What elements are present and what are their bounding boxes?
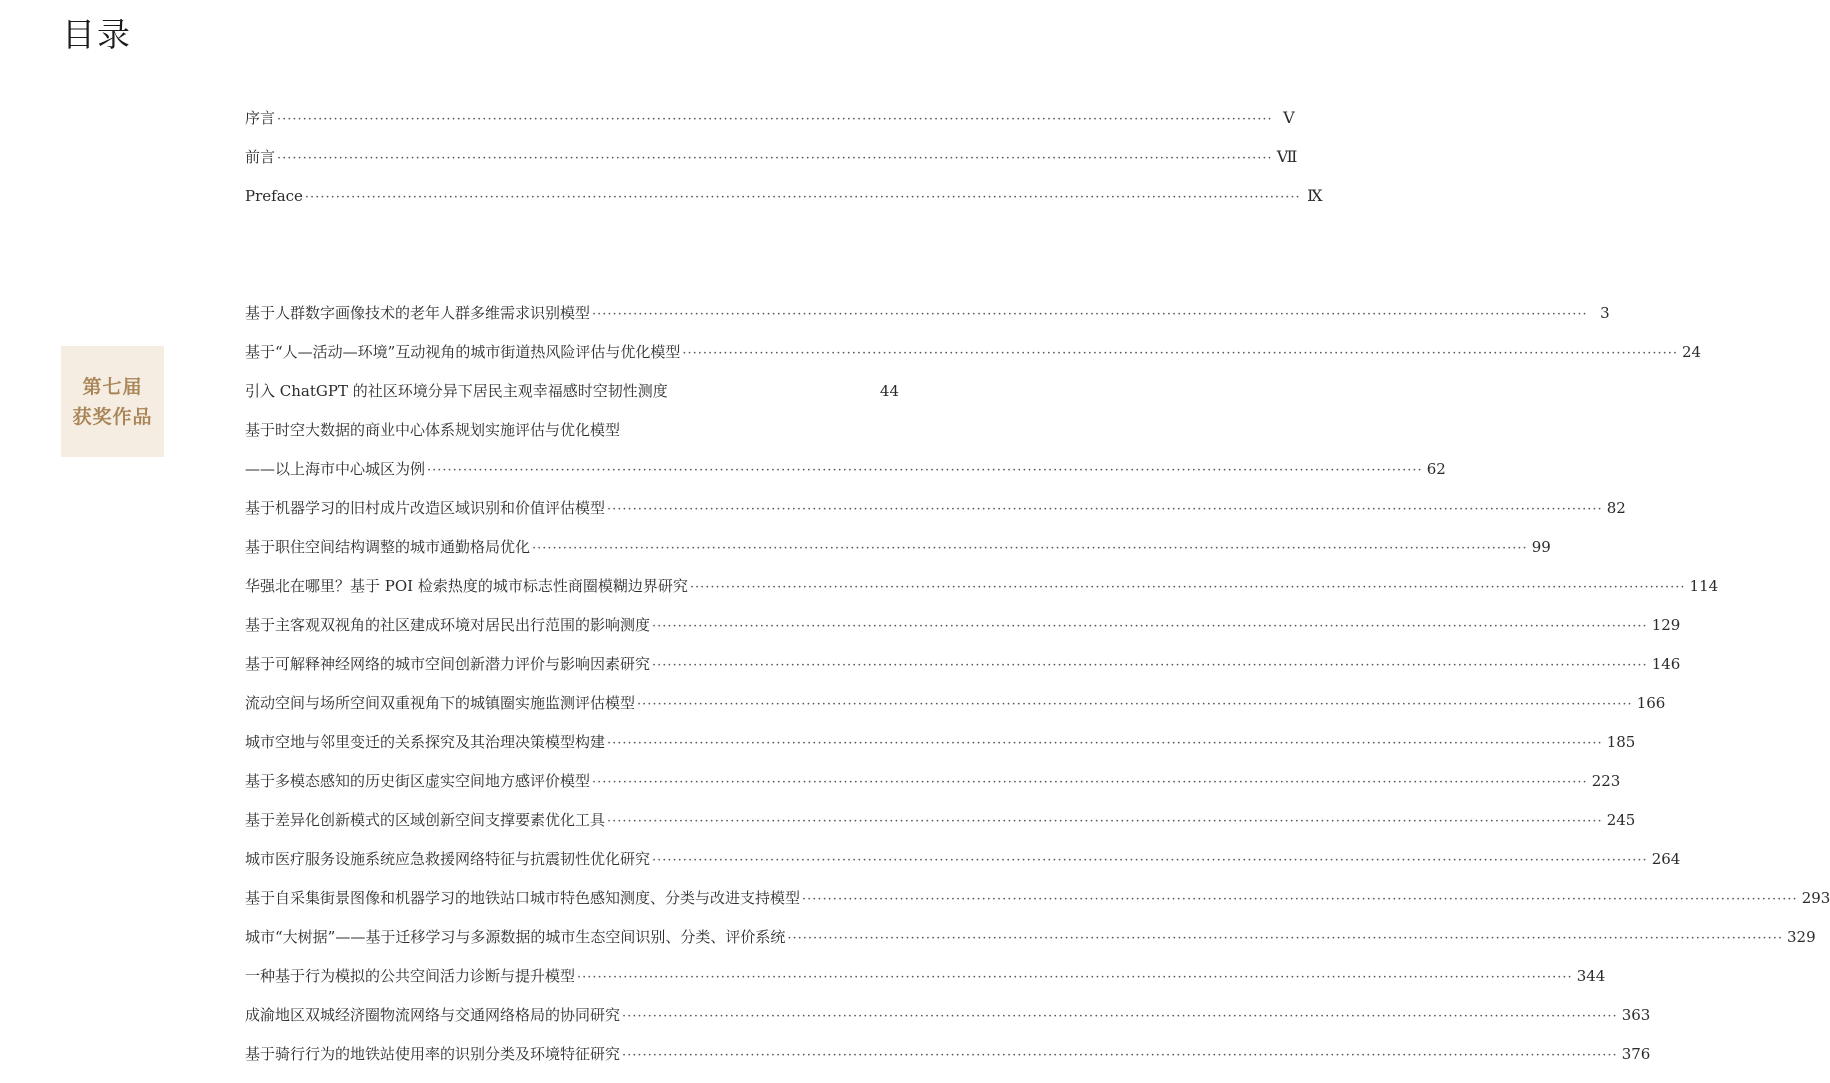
toc-entry[interactable] [245,961,1606,1000]
toc-entry-title: 城市医疗服务设施系统应急救援网络特征与抗震韧性优化研究 [245,850,651,868]
toc-entry-title: 城市“大树据”——基于迁移学习与多源数据的城市生态空间识别、分类、评价系统 [245,928,786,946]
toc-entry-page: 99 [1531,538,1551,556]
toc-entry-title: 基于“人—活动—环境”互动视角的城市街道热风险评估与优化模型 [245,343,681,361]
award-badge-line2: 获奖作品 [72,405,153,428]
toc-entry-title: 基于人群数字画像技术的老年人群多维需求识别模型 [245,304,591,322]
toc-entry-title: 基于主客观双视角的社区建成环境对居民出行范围的影响测度 [245,616,651,634]
award-badge-line1: 第七届 [82,375,143,398]
toc-entry-title: 华强北在哪里？基于 POI 检索热度的城市标志性商圈模糊边界研究 [245,577,688,595]
toc-entry[interactable] [245,1039,1651,1078]
toc-entry-page: 376 [1621,1045,1651,1063]
toc-entry-heading[interactable] [245,415,899,454]
toc-entry-page: 24 [1682,343,1702,361]
toc-entry-page: 146 [1651,655,1681,673]
dot-leader [652,846,1648,876]
toc-entry-title: 引入 ChatGPT 的社区环境分异下居民主观幸福感时空韧性测度 [245,382,668,400]
toc-entry[interactable] [245,298,1610,337]
toc-entry-page: 185 [1606,733,1636,751]
dot-leader [637,690,1633,720]
toc-entry[interactable] [245,727,1636,766]
toc-entry-title: 基于职住空间结构调整的城市通勤格局优化 [245,538,531,556]
dot-leader [652,612,1648,642]
toc-entry[interactable] [245,337,1702,376]
dot-leader [277,105,1273,135]
toc-entry-page: 223 [1591,772,1621,790]
toc-entry-title: 基于骑行行为的地铁站使用率的识别分类及环境特征研究 [245,1045,621,1063]
toc-entry-title: 基于自采集街景图像和机器学习的地铁站口城市特色感知测度、分类与改进支持模型 [245,889,801,907]
toc-entry[interactable] [245,571,1719,610]
toc-entry-title: 基于时空大数据的商业中心体系规划实施评估与优化模型 [245,421,621,439]
dot-leader [802,885,1798,915]
toc-entry[interactable] [245,610,1681,649]
toc-entry[interactable] [245,376,899,415]
toc-entry[interactable] [245,493,1626,532]
dot-leader [577,963,1573,993]
toc-entry-title: 基于多模态感知的历史街区虚实空间地方感评价模型 [245,772,591,790]
dot-leader [607,495,1603,525]
toc-entry-title: 前言 [245,148,276,166]
dot-leader [305,183,1301,213]
toc-entry[interactable] [245,688,1666,727]
front-matter-list [245,103,1323,220]
toc-entry[interactable] [245,805,1636,844]
dot-leader [682,339,1678,369]
toc-entry-title: 基于可解释神经网络的城市空间创新潜力评价与影响因素研究 [245,655,651,673]
toc-entry-page: 363 [1621,1006,1651,1024]
dot-leader [592,300,1588,330]
dot-leader [622,1041,1618,1071]
toc-entry-title: 基于机器学习的旧村成片改造区域识别和价值评估模型 [245,499,606,517]
toc-entry-page: 114 [1689,577,1719,595]
toc-entry-page: 264 [1651,850,1681,868]
toc-entry[interactable] [245,181,1323,220]
toc-entry-page: Ⅶ [1276,149,1298,166]
toc-entry-page: Ⅴ [1283,110,1295,127]
toc-entry-page: 3 [1600,304,1610,322]
toc-entry-title: ——以上海市中心城区为例 [245,460,426,478]
dot-leader [607,729,1603,759]
toc-entry-page: 329 [1787,928,1816,946]
award-works-list [245,298,1830,1078]
dot-leader [622,1002,1618,1032]
page-title: 目录 [62,15,132,54]
toc-entry-subtitle[interactable] [245,454,1446,493]
toc-entry[interactable] [245,1000,1651,1039]
dot-leader [690,573,1686,603]
toc-entry-title: 一种基于行为模拟的公共空间活力诊断与提升模型 [245,967,576,985]
toc-entry-title: 成渝地区双城经济圈物流网络与交通网络格局的协同研究 [245,1006,621,1024]
dot-leader [607,807,1603,837]
dot-leader [277,144,1273,174]
toc-entry[interactable] [245,844,1681,883]
toc-entry[interactable] [245,922,1816,961]
toc-entry-page: 166 [1636,694,1666,712]
toc-entry-title: 序言 [245,109,276,127]
dot-leader [787,924,1783,954]
dot-leader [532,534,1528,564]
toc-entry[interactable] [245,142,1298,181]
toc-entry[interactable] [245,766,1621,805]
toc-entry[interactable] [245,103,1295,142]
toc-entry-page: 344 [1576,967,1606,985]
toc-entry-page: 62 [1426,460,1446,478]
toc-entry-title: 流动空间与场所空间双重视角下的城镇圈实施监测评估模型 [245,694,636,712]
toc-entry-page: 82 [1606,499,1626,517]
award-badge [61,346,164,457]
toc-entry[interactable] [245,532,1551,571]
toc-entry-page: 129 [1651,616,1681,634]
dot-leader [592,768,1588,798]
toc-entry[interactable] [245,649,1681,688]
toc-entry[interactable] [245,883,1830,922]
toc-entry-title: 基于差异化创新模式的区域创新空间支撑要素优化工具 [245,811,606,829]
dot-leader [652,651,1648,681]
toc-entry-page: 293 [1801,889,1830,907]
dot-leader [427,456,1423,486]
toc-entry-page: 44 [879,382,899,400]
toc-entry-page: Ⅸ [1307,188,1323,205]
toc-entry-title: Preface [245,187,303,205]
toc-entry-page: 245 [1606,811,1636,829]
toc-entry-title: 城市空地与邻里变迁的关系探究及其治理决策模型构建 [245,733,606,751]
